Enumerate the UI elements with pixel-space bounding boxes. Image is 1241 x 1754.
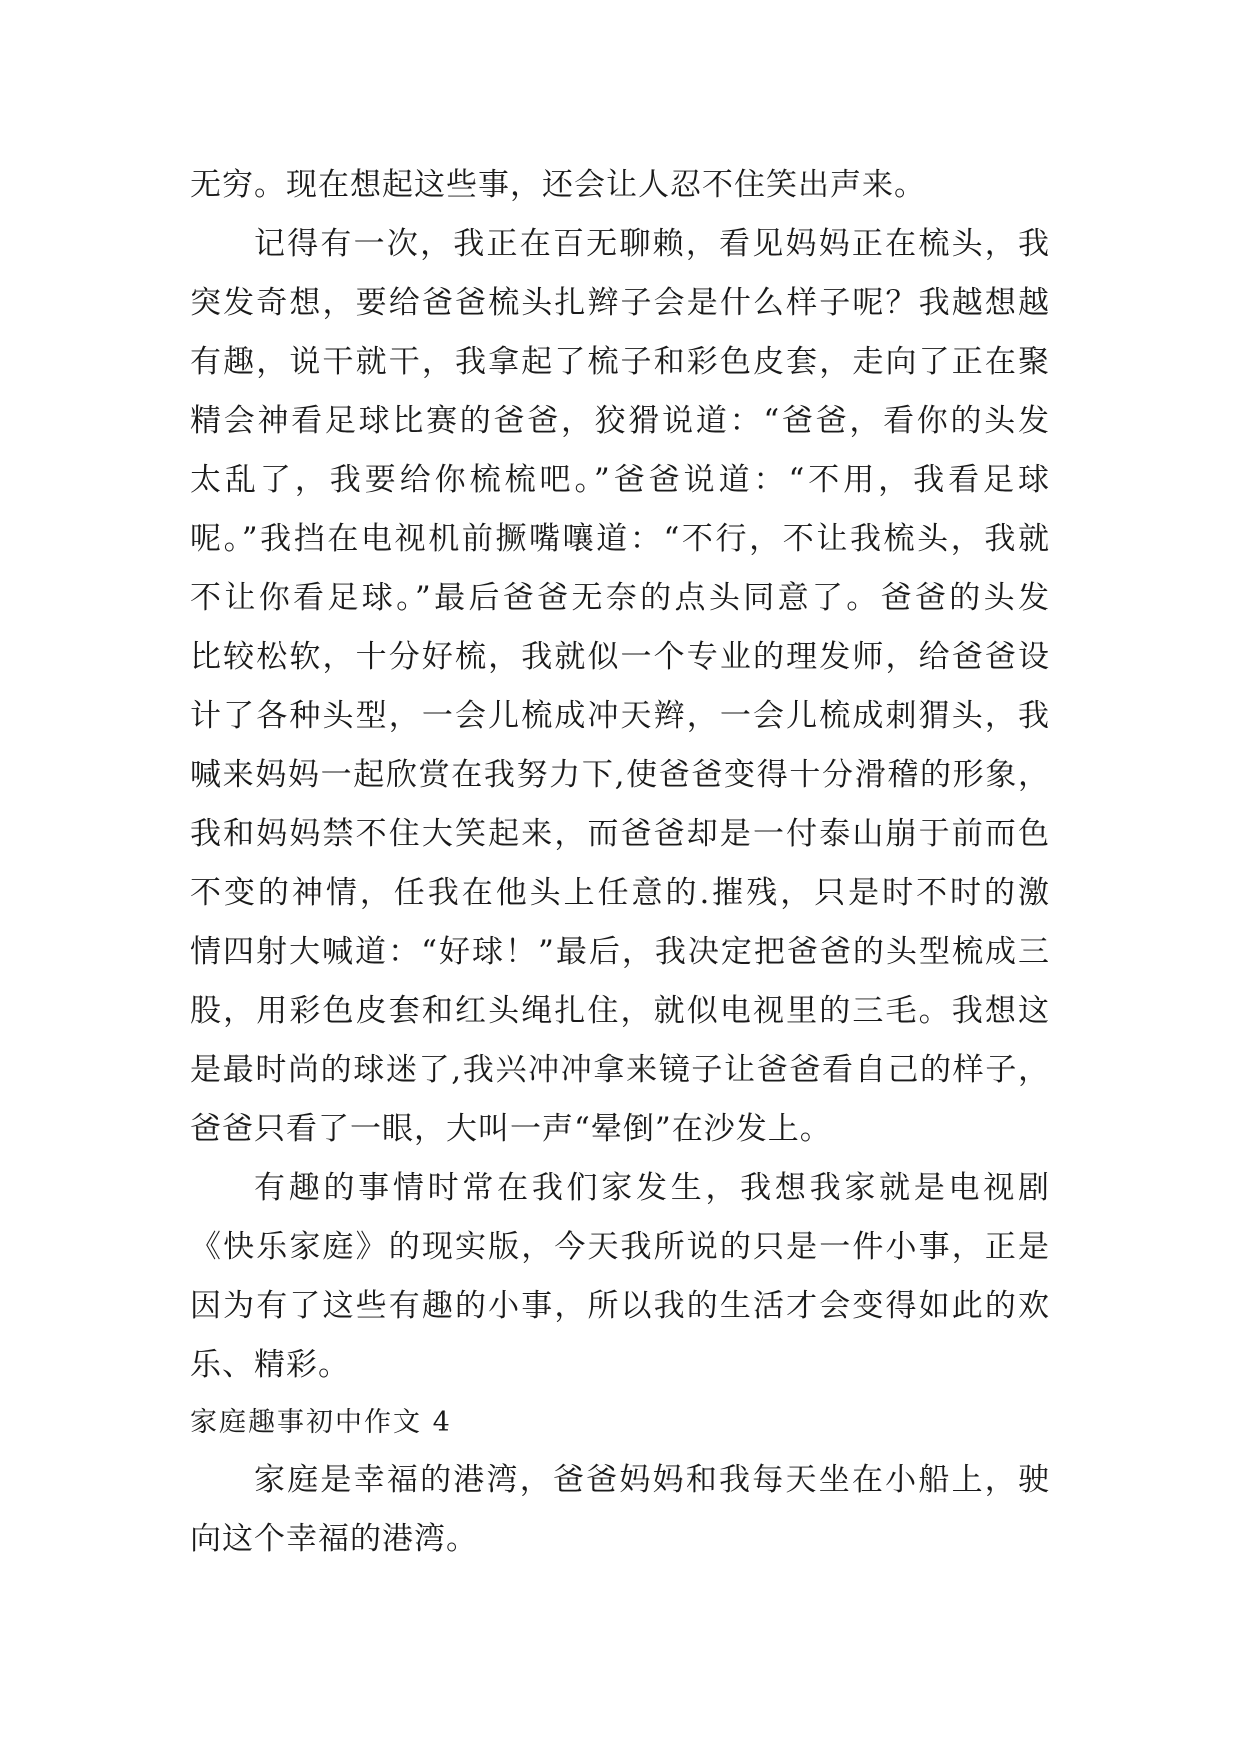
text-line: 家庭是幸福的港湾，爸爸妈妈和我每天坐在小船上，驶	[254, 1462, 1050, 1498]
paragraph-4	[190, 1451, 1050, 1569]
text-line: 太乱了，我要给你梳梳吧。”爸爸说道：“不用，我看足球	[190, 462, 1050, 498]
document-body	[190, 156, 1050, 1569]
text-line: 情四射大喊道：“好球！”最后，我决定把爸爸的头型梳成三	[190, 934, 1050, 970]
text-line: 因为有了这些有趣的小事，所以我的生活才会变得如此的欢	[190, 1288, 1050, 1324]
text-line: 突发奇想，要给爸爸梳头扎辫子会是什么样子呢？我越想越	[190, 285, 1050, 321]
text-line: 乐、精彩。	[190, 1347, 350, 1383]
text-line: 《快乐家庭》的现实版，今天我所说的只是一件小事，正是	[190, 1229, 1050, 1265]
text-line: 计了各种头型，一会儿梳成冲天辫，一会儿梳成刺猬头，我	[190, 698, 1050, 734]
text-line: 股，用彩色皮套和红头绳扎住，就似电视里的三毛。我想这	[190, 993, 1050, 1029]
section-heading: 家庭趣事初中作文 4	[190, 1407, 452, 1438]
text-line: 不让你看足球。”最后爸爸无奈的点头同意了。爸爸的头发	[190, 580, 1050, 616]
text-line: 精会神看足球比赛的爸爸，狡猾说道：“爸爸，看你的头发	[190, 403, 1050, 439]
text-line: 有趣的事情时常在我们家发生，我想我家就是电视剧	[254, 1170, 1050, 1206]
text-line: 记得有一次，我正在百无聊赖，看见妈妈正在梳头，我	[254, 226, 1050, 262]
paragraph-3	[190, 1159, 1050, 1395]
text-line: 无穷。现在想起这些事，还会让人忍不住笑出声来。	[190, 167, 926, 203]
text-line: 向这个幸福的港湾。	[190, 1521, 478, 1557]
text-line: 爸爸只看了一眼，大叫一声“晕倒”在沙发上。	[190, 1111, 832, 1147]
text-line: 喊来妈妈一起欣赏在我努力下,使爸爸变得十分滑稽的形象，	[190, 757, 1050, 793]
text-line: 比较松软，十分好梳，我就似一个专业的理发师，给爸爸设	[190, 639, 1050, 675]
paragraph-1	[190, 156, 1050, 215]
text-line: 有趣，说干就干，我拿起了梳子和彩色皮套，走向了正在聚	[190, 344, 1050, 380]
text-line: 不变的神情，任我在他头上任意的.摧残，只是时不时的激	[190, 875, 1050, 911]
paragraph-2	[190, 215, 1050, 1159]
text-line: 呢。”我挡在电视机前撅嘴嚷道：“不行，不让我梳头，我就	[190, 521, 1050, 557]
text-line: 我和妈妈禁不住大笑起来，而爸爸却是一付泰山崩于前而色	[190, 816, 1050, 852]
text-line: 是最时尚的球迷了,我兴冲冲拿来镜子让爸爸看自己的样子，	[190, 1052, 1050, 1088]
